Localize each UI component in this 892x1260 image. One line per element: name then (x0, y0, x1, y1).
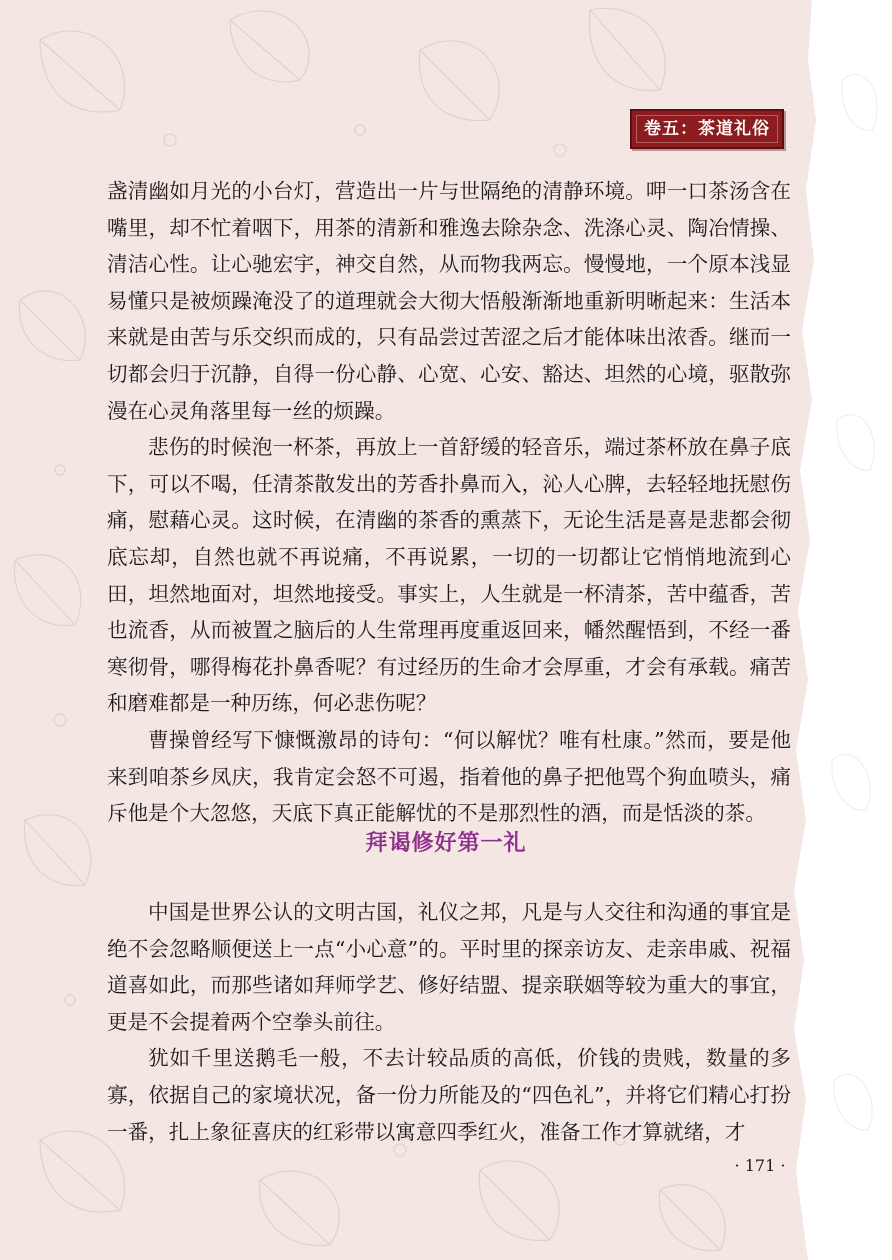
body-text-bottom (107, 894, 791, 1150)
paragraph: 悲伤的时候泡一杯茶，再放上一首舒缓的轻音乐，端过茶杯放在鼻子底下，可以不喝，任清茶散发出的芳香扑鼻而入，沁人心脾，去轻轻地抚慰伤痛，慰藉心灵。这时候，在清幽的茶香的熏蒸下，无论生活是喜是悲都会彻底忘却，自然也就不再说痛，不再说累，一切的一切都让它悄悄地流到心田，坦然地面对，坦然地接受。事实上，人生就是一杯清茶，苦中蕴香，苦也流香，从而被置之脑后的人生常理再度重返回来，幡然醒悟到，不经一番寒彻骨，哪得梅花扑鼻香呢？有过经历的生命才会厚重，才会有承载。痛苦和磨难都是一种历练，何必悲伤呢？ (107, 435, 791, 716)
paragraph: 曹操曾经写下慷慨激昂的诗句：“何以解忧？唯有杜康。”然而，要是他来到咱茶乡凤庆，我肯定会怒不可遏，指着他的鼻子把他骂个狗血喷头，痛斥他是个大忽悠，天底下真正能解忧的不是那烈性的酒，而是恬淡的茶。 (107, 727, 791, 826)
section-title: 拜谒修好第一礼 (365, 831, 527, 856)
page-number: · 171 · (734, 1156, 786, 1175)
paragraph: 中国是世界公认的文明古国，礼仪之邦，凡是与人交往和沟通的事宜是绝不会忽略顺便送上一点“小心意”的。平时里的探亲访友、走亲串戚、祝福道喜如此，而那些诸如拜师学艺、修好结盟、提亲联姻等较为重大的事宜，更是不会提着两个空拳头前往。 (107, 900, 791, 1034)
chapter-label: 卷五：茶道礼俗 (630, 109, 784, 149)
body-text-top (107, 173, 791, 832)
paragraph: 盏清幽如月光的小台灯，营造出一片与世隔绝的清静环境。呷一口茶汤含在嘴里，却不忙着咽下，用茶的清新和雅逸去除杂念、洗涤心灵、陶冶情操、清洁心性。让心驰宏宇，神交自然，从而物我两忘。慢慢地，一个原本浅显易懂只是被烦躁淹没了的道理就会大彻大悟般渐渐地重新明晰起来：生活本来就是由苦与乐交织而成的，只有品尝过苦涩之后才能体味出浓香。继而一切都会归于沉静，自得一份心静、心宽、心安、豁达、坦然的心境，驱散弥漫在心灵角落里每一丝的烦躁。 (107, 179, 791, 423)
paragraph: 犹如千里送鹅毛一般，不去计较品质的高低，价钱的贵贱，数量的多寡，依据自己的家境状况，备一份力所能及的“四色礼”，并将它们精心打扮一番，扎上象征喜庆的红彩带以寓意四季红火，准备工作才算就绪，才 (107, 1046, 791, 1144)
